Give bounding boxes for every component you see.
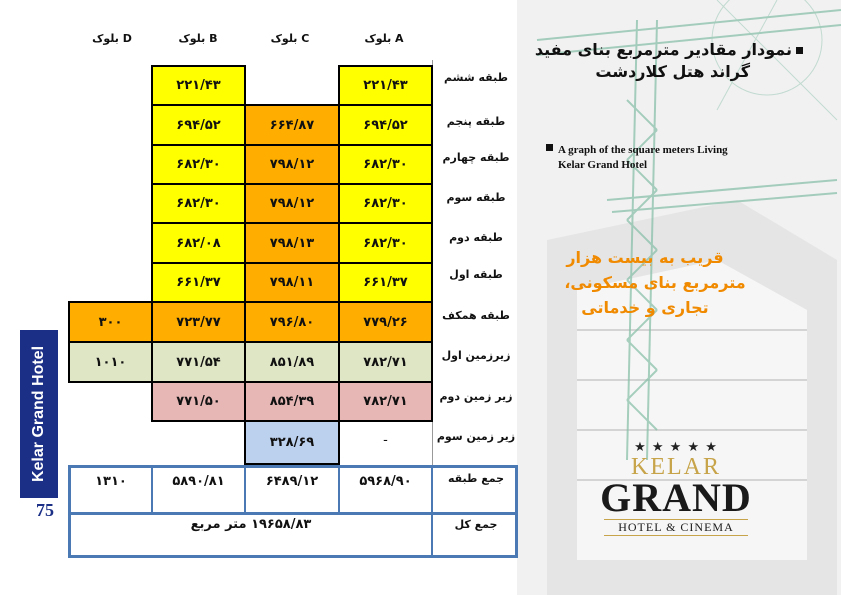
cell-block-c-basement3: ۳۲۸/۶۹ (244, 420, 340, 465)
english-title (558, 143, 788, 173)
cell-block-a-basement3: - (383, 432, 388, 448)
highlight-line2: مترمربع بنای مسکونی، (564, 273, 746, 292)
english-title-line2: Kelar Grand Hotel (558, 159, 648, 171)
cell-block-b-second: ۶۸۲/۰۸ (151, 222, 246, 264)
grand-total-label: جمع کل (454, 517, 498, 531)
cell-block-a-ground: ۷۷۹/۲۶ (338, 301, 433, 343)
grand-total-value: ۱۹۶۵۸/۸۳ متر مربع (190, 516, 312, 532)
cell-block-c-ground: ۷۹۶/۸۰ (244, 301, 340, 343)
cell-block-c-third: ۷۹۸/۱۲ (244, 183, 340, 224)
highlight-line3: تجاری و خدماتی (581, 298, 709, 317)
persian-title-line2: گراند هتل کلاردشت (595, 62, 750, 81)
cell-block-b-basement2: ۷۷۱/۵۰ (151, 381, 246, 422)
total-block-b: ۵۸۹۰/۸۱ (172, 473, 225, 489)
highlight-line1: قریب به بیست هزار (566, 248, 724, 267)
cell-block-a-basement2: ۷۸۲/۷۱ (338, 381, 433, 422)
total-block-a: ۵۹۶۸/۹۰ (359, 473, 412, 489)
cell-block-c-second: ۷۹۸/۱۳ (244, 222, 340, 264)
spine-label (20, 330, 58, 498)
persian-title-line1: نمودار مقادیر مترمربع بنای مفید (534, 40, 792, 59)
logo-stars-icon: ★ ★ ★ ★ ★ (634, 440, 718, 455)
row-label-fifth: طبقه پنجم (446, 114, 506, 128)
cell-block-a-sixth: ۲۲۱/۴۳ (338, 65, 433, 106)
title-bullet-icon (796, 47, 803, 54)
totals-col-rule-4 (431, 465, 433, 558)
row-label-second: طبقه دوم (449, 230, 503, 244)
logo-kelar: KELAR (631, 454, 721, 480)
cell-block-b-sixth: ۲۲۱/۴۳ (151, 65, 246, 106)
cell-block-b-first: ۶۶۱/۳۷ (151, 262, 246, 303)
page-number: 75 (36, 500, 54, 520)
cell-block-a-second: ۶۸۲/۳۰ (338, 222, 433, 264)
cell-block-c-first: ۷۹۸/۱۱ (244, 262, 340, 303)
cell-block-c-basement2: ۸۵۴/۳۹ (244, 381, 340, 422)
cell-block-a-fifth: ۶۹۴/۵۲ (338, 104, 433, 146)
row-label-basement1: زیرزمین اول (441, 348, 511, 362)
cell-block-c-fourth: ۷۹۸/۱۲ (244, 144, 340, 185)
row-label-first: طبقه اول (449, 267, 503, 281)
spine-text: Kelar Grand Hotel (30, 345, 47, 483)
cell-block-c-fifth: ۶۶۴/۸۷ (244, 104, 340, 146)
cell-block-a-fourth: ۶۸۲/۳۰ (338, 144, 433, 185)
header-block-d: بلوک D (92, 32, 132, 45)
cell-block-d-ground: ۳۰۰ (68, 301, 153, 343)
header-block-a: بلوک A (364, 32, 404, 45)
row-label-basement3: زیر زمین سوم (436, 429, 516, 443)
cell-block-b-fifth: ۶۹۴/۵۲ (151, 104, 246, 146)
row-label-ground: طبقه همکف (442, 308, 510, 322)
cell-block-a-third: ۶۸۲/۳۰ (338, 183, 433, 224)
cell-block-b-fourth: ۶۸۲/۳۰ (151, 144, 246, 185)
cell-block-b-third: ۶۸۲/۳۰ (151, 183, 246, 224)
cell-block-a-first: ۶۶۱/۳۷ (338, 262, 433, 303)
cell-block-a-basement1: ۷۸۲/۷۱ (338, 341, 433, 383)
row-label-third: طبقه سوم (446, 190, 506, 204)
row-label-sixth: طبقه ششم (444, 70, 508, 84)
cell-block-c-basement1: ۸۵۱/۸۹ (244, 341, 340, 383)
cell-block-b-ground: ۷۲۳/۷۷ (151, 301, 246, 343)
logo-tagline: HOTEL & CINEMA (604, 519, 748, 536)
cell-block-d-basement1: ۱۰۱۰ (68, 341, 153, 383)
total-block-d: ۱۳۱۰ (95, 473, 127, 489)
totals-bottom-rule (68, 555, 518, 558)
header-block-b: بلوک B (178, 32, 218, 45)
header-block-c: بلوک C (270, 32, 310, 45)
logo-grand: GRAND (600, 475, 752, 520)
row-label-fourth: طبقه چهارم (442, 150, 510, 164)
cell-block-b-basement1: ۷۷۱/۵۴ (151, 341, 246, 383)
english-title-bullet-icon (546, 144, 553, 151)
english-title-line1: A graph of the square meters Living (558, 144, 728, 156)
row-label-basement2: زیر زمین دوم (439, 389, 513, 403)
total-block-c: ۶۴۸۹/۱۲ (265, 473, 319, 489)
totals-label: جمع طبقه (447, 471, 505, 485)
kelar-grand-logo (596, 440, 756, 536)
